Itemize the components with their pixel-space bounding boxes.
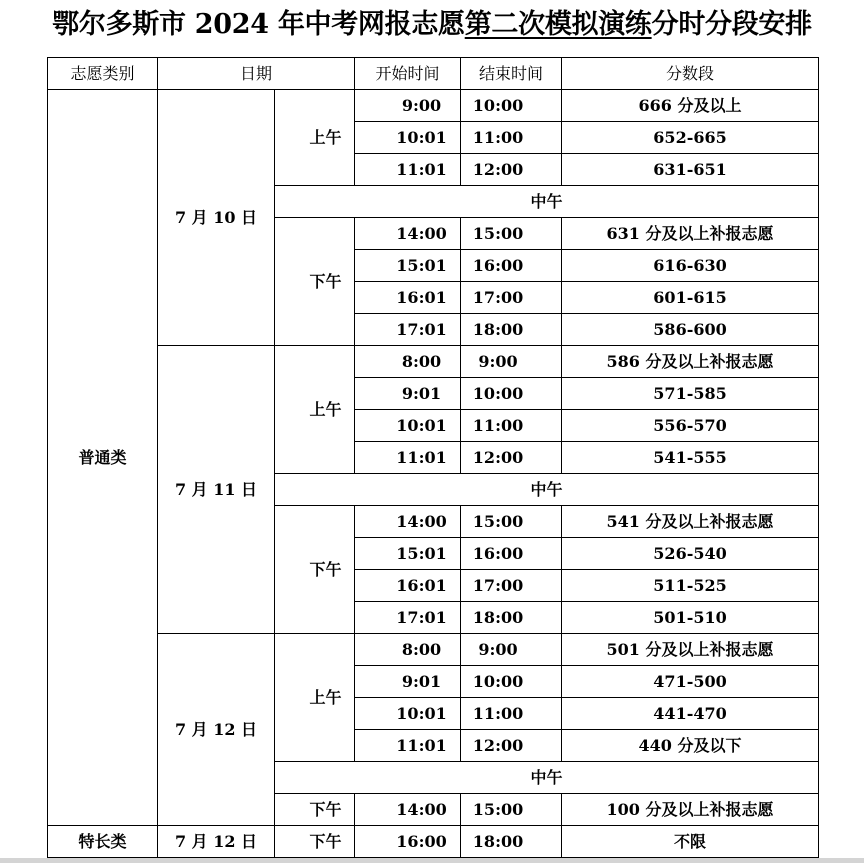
period-pm: 下午 [275, 794, 355, 826]
header-end: 结束时间 [461, 58, 562, 90]
start-time: 14:00 [355, 218, 461, 250]
end-time: 11:00 [461, 410, 562, 442]
noon-break: 中午 [275, 762, 819, 794]
score-range: 631 分及以上补报志愿 [562, 218, 819, 250]
table-row [48, 634, 819, 666]
date-cell: 7 月 12 日 [158, 826, 275, 858]
start-time: 15:01 [355, 250, 461, 282]
score-range: 571-585 [562, 378, 819, 410]
score-range: 501-510 [562, 602, 819, 634]
score-range: 511-525 [562, 570, 819, 602]
score-range: 541 分及以上补报志愿 [562, 506, 819, 538]
start-time: 17:01 [355, 314, 461, 346]
score-range: 601-615 [562, 282, 819, 314]
period-am: 上午 [275, 634, 355, 762]
end-time: 17:00 [461, 282, 562, 314]
noon-break: 中午 [275, 474, 819, 506]
period-pm: 下午 [275, 826, 355, 858]
start-time: 16:01 [355, 570, 461, 602]
period-am: 上午 [275, 346, 355, 474]
end-time: 12:00 [461, 442, 562, 474]
title-part-1: 鄂尔多斯市 2024 年中考网报志愿 [52, 9, 465, 40]
end-time: 15:00 [461, 218, 562, 250]
start-time: 9:01 [355, 666, 461, 698]
end-time: 18:00 [461, 314, 562, 346]
end-time: 10:00 [461, 90, 562, 122]
header-category: 志愿类别 [48, 58, 158, 90]
start-time: 14:00 [355, 794, 461, 826]
header-date: 日期 [158, 58, 355, 90]
end-time: 12:00 [461, 154, 562, 186]
score-range: 666 分及以上 [562, 90, 819, 122]
start-time: 14:00 [355, 506, 461, 538]
start-time: 11:01 [355, 154, 461, 186]
end-time: 11:00 [461, 122, 562, 154]
start-time: 16:00 [355, 826, 461, 858]
start-time: 8:00 [355, 634, 461, 666]
end-time: 9:00 [461, 634, 562, 666]
score-range: 616-630 [562, 250, 819, 282]
start-time: 10:01 [355, 122, 461, 154]
start-time: 9:00 [355, 90, 461, 122]
score-range: 631-651 [562, 154, 819, 186]
score-range: 556-570 [562, 410, 819, 442]
end-time: 9:00 [461, 346, 562, 378]
date-cell: 7 月 11 日 [158, 346, 275, 634]
date-cell: 7 月 10 日 [158, 90, 275, 346]
start-time: 8:00 [355, 346, 461, 378]
header-start: 开始时间 [355, 58, 461, 90]
score-range: 501 分及以上补报志愿 [562, 634, 819, 666]
start-time: 11:01 [355, 730, 461, 762]
header-score: 分数段 [562, 58, 819, 90]
end-time: 11:00 [461, 698, 562, 730]
category-general: 普通类 [48, 90, 158, 826]
score-range: 441-470 [562, 698, 819, 730]
end-time: 18:00 [461, 602, 562, 634]
score-range: 586-600 [562, 314, 819, 346]
start-time: 10:01 [355, 698, 461, 730]
end-time: 15:00 [461, 506, 562, 538]
end-time: 10:00 [461, 378, 562, 410]
score-range: 100 分及以上补报志愿 [562, 794, 819, 826]
end-time: 16:00 [461, 250, 562, 282]
category-special: 特长类 [48, 826, 158, 858]
start-time: 9:01 [355, 378, 461, 410]
start-time: 15:01 [355, 538, 461, 570]
score-range: 不限 [562, 826, 819, 858]
end-time: 12:00 [461, 730, 562, 762]
header-row [48, 58, 819, 90]
score-range: 586 分及以上补报志愿 [562, 346, 819, 378]
title-part-2-underlined: 第二次模拟演练 [464, 9, 652, 40]
start-time: 10:01 [355, 410, 461, 442]
table-row [48, 90, 819, 122]
period-am: 上午 [275, 90, 355, 186]
period-pm: 下午 [275, 506, 355, 634]
title-part-3: 分时分段安排 [651, 9, 812, 40]
score-range: 541-555 [562, 442, 819, 474]
end-time: 16:00 [461, 538, 562, 570]
noon-break: 中午 [275, 186, 819, 218]
table-row [48, 346, 819, 378]
date-cell: 7 月 12 日 [158, 634, 275, 826]
start-time: 11:01 [355, 442, 461, 474]
period-pm: 下午 [275, 218, 355, 346]
start-time: 16:01 [355, 282, 461, 314]
score-range: 440 分及以下 [562, 730, 819, 762]
start-time: 17:01 [355, 602, 461, 634]
bottom-edge [0, 858, 864, 863]
score-range: 652-665 [562, 122, 819, 154]
end-time: 15:00 [461, 794, 562, 826]
end-time: 18:00 [461, 826, 562, 858]
special-row [48, 826, 819, 858]
end-time: 10:00 [461, 666, 562, 698]
schedule-table [47, 57, 819, 858]
page-title [0, 4, 864, 46]
score-range: 471-500 [562, 666, 819, 698]
score-range: 526-540 [562, 538, 819, 570]
end-time: 17:00 [461, 570, 562, 602]
